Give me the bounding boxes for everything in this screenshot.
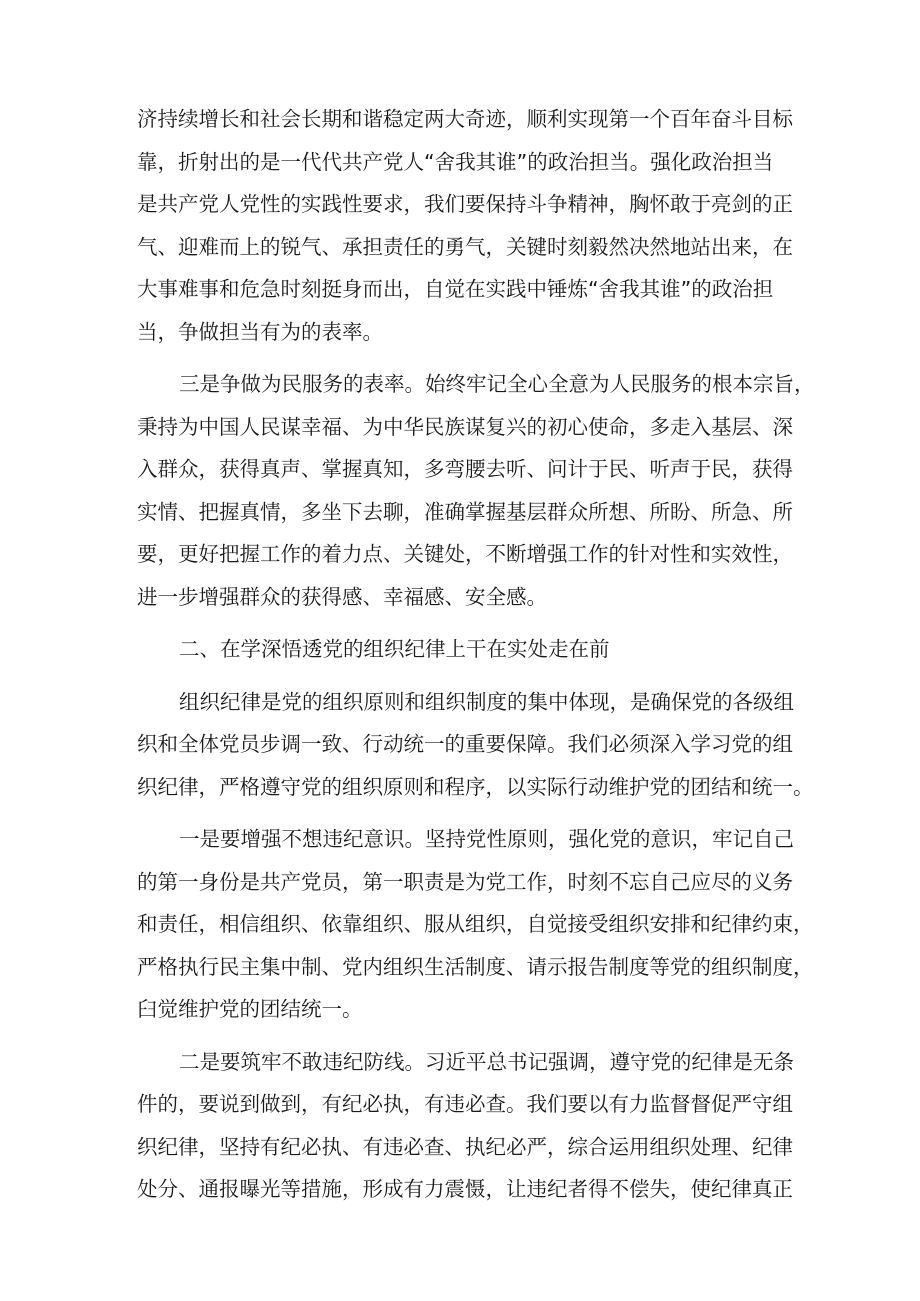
text-line: 济持续增长和社会长期和谐稳定两大奇迹，顺利实现第一个百年奋斗目标 [137,107,793,131]
text-line: 织纪律，坚持有纪必执、有违必查、执纪必严，综合运用组织处理、纪律 [137,1134,793,1159]
text-line: 入群众，获得真声、掌握真知，多弯腰去听、问计于民、听声于民，获得 [137,457,793,481]
text-line: 件的，要说到做到，有纪必执，有违必查。我们要以有力监督督促严守组 [137,1092,793,1116]
text-line: 进一步增强群众的获得感、幸福感、安全感。 [137,584,547,609]
paragraph-first-line: 组织纪律是党的组织原则和组织制度的集中体现，是确保党的各级组 [179,689,794,714]
text-line: 当，争做担当有为的表率。 [137,319,383,344]
text-line: 和责任，相信组织、依靠组织、服从组织，自觉接受组织安排和纪律约束， [137,912,814,936]
text-line: 严格执行民主集中制、党内组织生活制度、请示报告制度等党的组织制度， [137,954,814,979]
paragraph-first-line: 二是要筑牢不敢违纪防线。习近平总书记强调，遵守党的纪律是无条 [179,1049,794,1074]
text-line: 要，更好把握工作的着力点、关键处，不断增强工作的针对性和实效性， [137,542,793,566]
text-line: 织和全体党员步调一致、行动统一的重要保障。我们必须深入学习党的组 [137,732,793,756]
paragraph-first-line: 一是要增强不想违纪意识。坚持党性原则，强化党的意识，牢记自己 [179,827,794,851]
document-body [137,98,815,1211]
section-heading: 二、在学深悟透党的组织纪律上干在实处走在前 [179,637,610,661]
paragraph-first-line: 三是争做为民服务的表率。始终牢记全心全意为人民服务的根本宗旨， [179,372,815,396]
text-line: 织纪律，严格遵守党的组织原则和程序，以实际行动维护党的团结和统一。 [137,774,814,799]
text-line: 气、迎难而上的锐气、承担责任的勇气，关键时刻毅然决然地站出来，在 [137,234,793,259]
text-line: 臼觉维护党的团结统一。 [137,997,363,1021]
text-line: 的第一身份是共产党员，第一职责是为党工作，时刻不忘自己应尽的义务 [137,869,793,894]
text-line: 大事难事和危急时刻挺身而出，自觉在实践中锤炼“舍我其谁”的政治担 [137,277,774,301]
text-line: 处分、通报曝光等措施，形成有力震慑，让违纪者得不偿失，使纪律真正 [137,1177,793,1201]
text-line: 秉持为中国人民谋幸福、为中华民族谋复兴的初心使命，多走入基层、深 [137,414,793,439]
text-line: 靠，折射出的是一代代共产党人“舍我其谁”的政治担当。强化政治担当 [137,149,774,174]
text-line: 是共产党人党性的实践性要求，我们要保持斗争精神，胸怀敢于亮剑的正 [137,192,793,216]
text-line: 实情、把握真情，多坐下去聊，准确掌握基层群众所想、所盼、所急、所 [137,499,793,524]
